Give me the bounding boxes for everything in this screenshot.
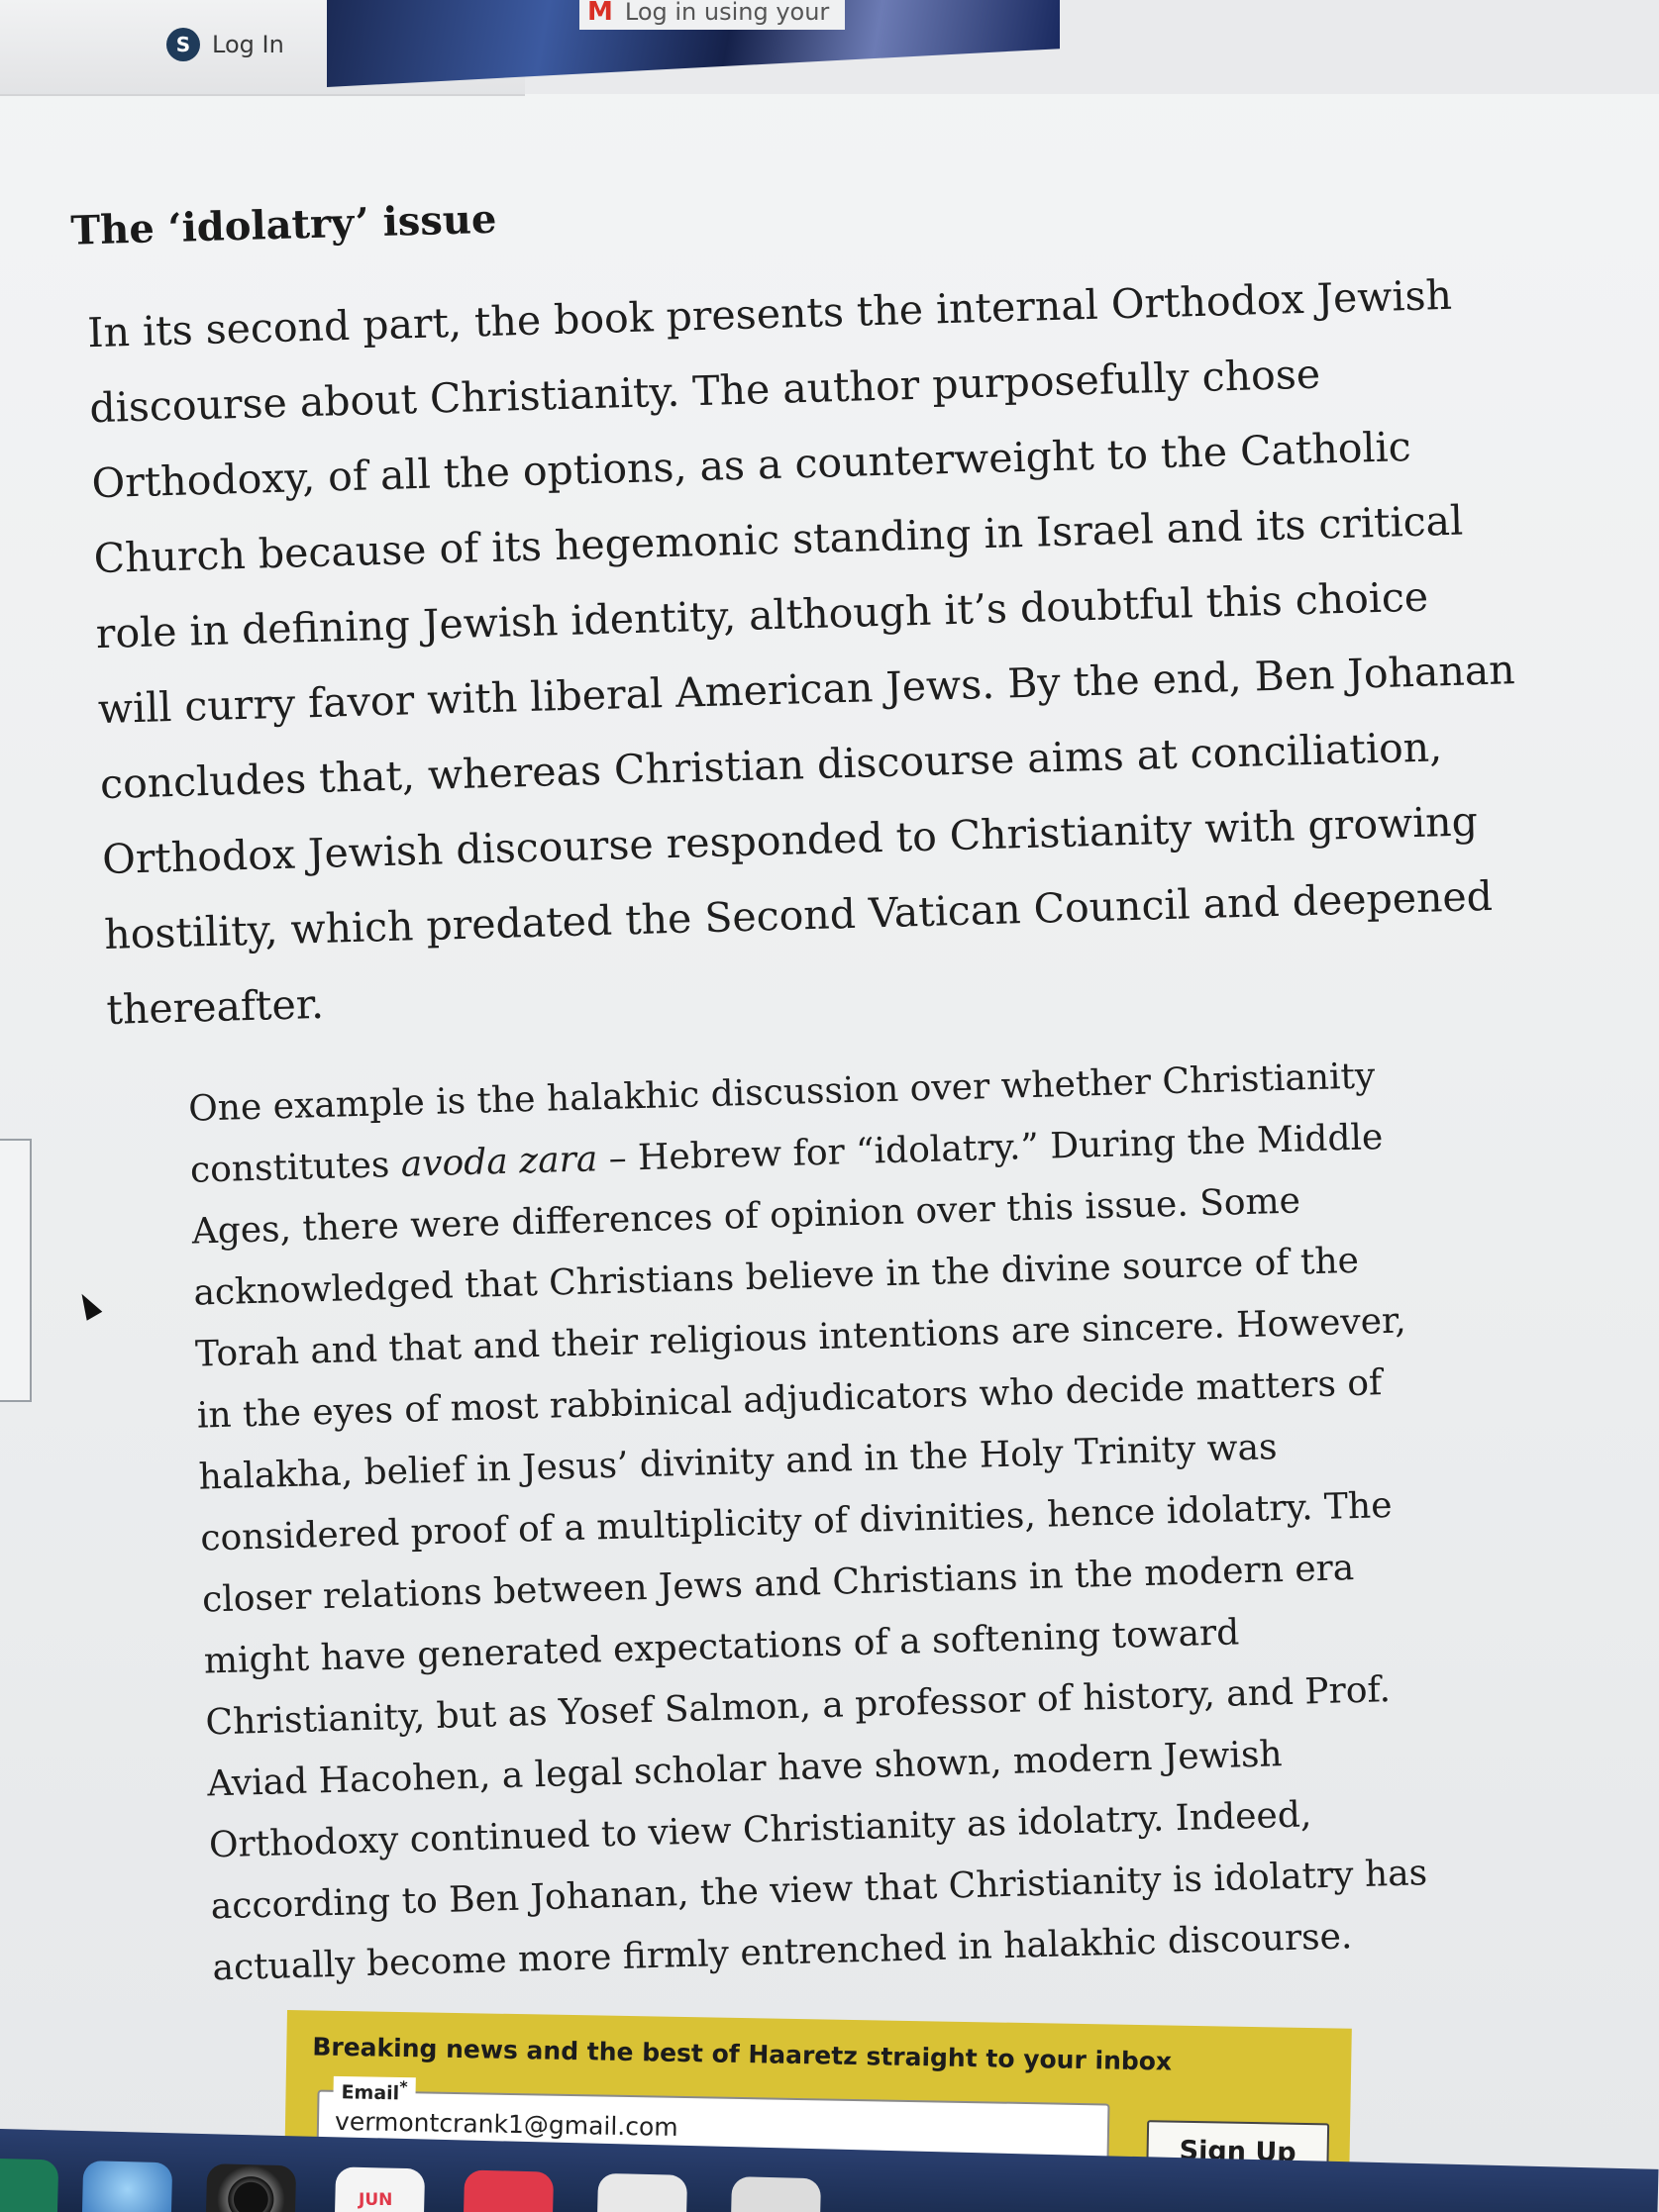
paragraph-line: Orthodoxy, of all the options, as a counterweight to the Catholic	[90, 423, 1412, 508]
paragraph-line: acknowledged that Christians believe in the divine source of the	[192, 1240, 1360, 1314]
article-paragraph-2	[187, 1046, 1428, 1999]
text-segment: constitutes	[189, 1144, 402, 1191]
paragraph-line: considered proof of a multiplicity of divinities, hence idolatry. The	[199, 1484, 1394, 1559]
app-dock-icon[interactable]	[596, 2173, 687, 2212]
paragraph-line: Christianity, but as Yosef Salmon, a professor of history, and Prof.	[205, 1669, 1392, 1744]
paragraph-line: Orthodox Jewish discourse responded to Christianity with growing	[101, 797, 1479, 884]
paragraph-line: Ages, there were differences of opinion over this issue. Some	[191, 1180, 1301, 1253]
email-field-label	[333, 2076, 415, 2105]
article-body	[59, 142, 1516, 2002]
login-button[interactable]	[166, 28, 284, 61]
paragraph-line: in the eyes of most rabbinical adjudicators who decide matters of	[196, 1362, 1383, 1437]
section-title: The ‘idolatry’ issue	[69, 195, 497, 254]
haaretz-logo-icon: S	[166, 28, 200, 61]
paragraph-line: Aviad Hacohen, a legal scholar have shown, modern Jewish	[206, 1734, 1284, 1805]
app-dock-icon[interactable]	[0, 2158, 58, 2212]
app-dock-icon[interactable]	[730, 2176, 821, 2212]
calendar-month-label: JUN	[359, 2190, 393, 2210]
safari-icon[interactable]	[82, 2161, 173, 2212]
paragraph-line: halakha, belief in Jesus’ divinity and in the Holy Trinity was	[198, 1427, 1279, 1498]
paragraph-line: role in defining Jewish identity, although it’s doubtful this choice	[95, 572, 1429, 658]
required-mark: *	[399, 2076, 408, 2097]
paragraph-line: Torah and that and their religious intentions are sincere. However,	[194, 1300, 1407, 1375]
login-label: Log In	[212, 31, 284, 58]
podcast-icon[interactable]	[205, 2163, 296, 2212]
sidebar-frame	[0, 1139, 32, 1402]
paragraph-line: will curry favor with liberal American Jews. By the end, Ben Johanan	[97, 646, 1516, 734]
paragraph-line: Church because of its hegemonic standing in Israel and its critical	[93, 496, 1464, 583]
gmail-login-label: Log in using your	[624, 0, 830, 26]
article-paragraph-1	[86, 260, 1516, 1048]
app-dock-icon[interactable]	[463, 2169, 554, 2212]
paragraph-line: In its second part, the book presents the internal Orthodox Jewish	[86, 270, 1453, 357]
site-header	[0, 0, 1659, 94]
paragraph-line: closer relations between Jews and Christians in the modern era	[201, 1548, 1355, 1621]
paragraph-line: Orthodoxy continued to view Christianity as idolatry. Indeed,	[208, 1794, 1312, 1866]
gmail-login-button[interactable]	[579, 0, 845, 30]
gmail-icon: M	[587, 0, 613, 27]
sign-up-button[interactable]: Sign Up	[1146, 2120, 1329, 2182]
text-segment: – Hebrew for “idolatry.” During the Middle	[596, 1117, 1384, 1180]
paragraph-line: hostility, which predated the Second Vatican Council and deepened	[103, 871, 1494, 959]
italic-term: avoda zara	[400, 1139, 598, 1185]
paragraph-line: discourse about Christianity. The author purposefully chose	[88, 350, 1321, 433]
email-label-text: Email	[341, 2081, 400, 2105]
paragraph-line: actually become more firmly entrenched in halakhic discourse.	[211, 1916, 1353, 1989]
paragraph-line: thereafter.	[105, 979, 325, 1034]
paragraph-line: might have generated expectations of a softening toward	[203, 1612, 1240, 1682]
paragraph-line: concludes that, whereas Christian discourse aims at conciliation,	[99, 723, 1443, 809]
paragraph-line: according to Ben Johanan, the view that Christianity is idolatry has	[210, 1853, 1428, 1928]
newsletter-title: Breaking news and the best of Haaretz straight to your inbox	[312, 2032, 1173, 2076]
paragraph-line: One example is the halakhic discussion over whether Christianity	[187, 1056, 1376, 1130]
